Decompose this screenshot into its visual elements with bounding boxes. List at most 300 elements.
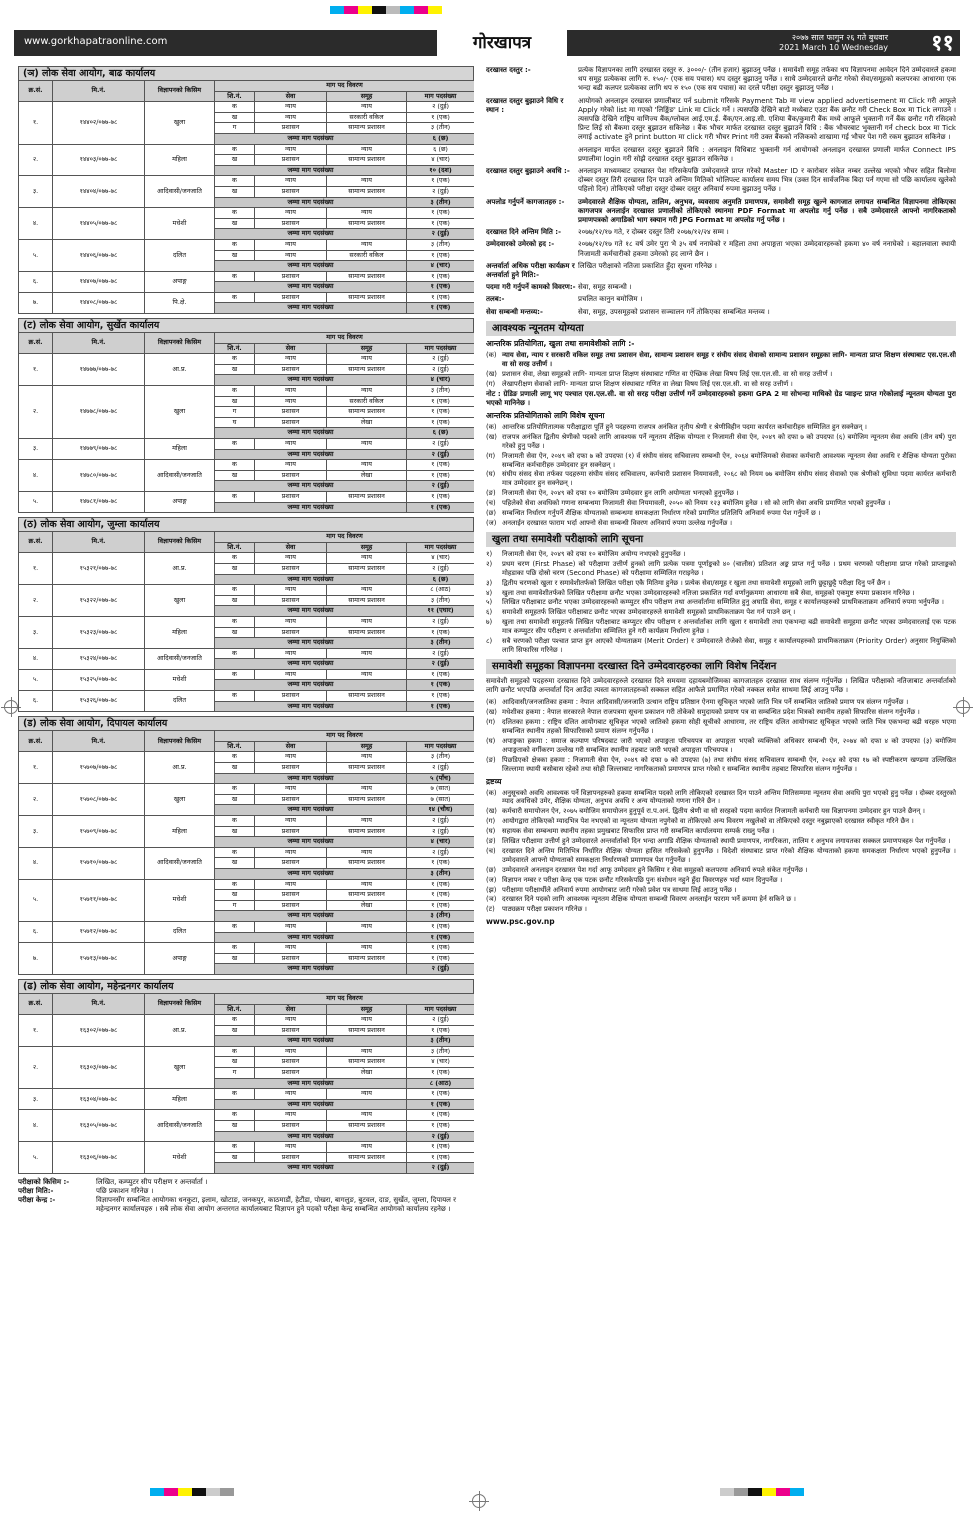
list-marker: (घ) [486, 827, 496, 836]
cell-sub: क [215, 460, 255, 471]
special-instruction-item [486, 737, 956, 755]
cell-group: सामान्य प्रशासन [327, 595, 407, 606]
row-ad-no: १६३०३/०७७-७८ [53, 1046, 145, 1088]
special-instruction-item [486, 718, 956, 736]
vacancy-table [18, 332, 474, 513]
cell-group: सामान्य प्रशासन [327, 858, 407, 869]
cell-service: न्याय [255, 1142, 327, 1153]
cell-count: १ (एक) [407, 1089, 475, 1100]
list-text: अनलाईन दरखास्त फाराम भर्दा आफ्नो सेवा सम्बन्धी विवरण अनिवार्य रुपमा उल्लेख गर्नुपर्नेछ । [502, 518, 733, 527]
cell-sub: ग [215, 123, 255, 134]
pay-period-text: अनलाइन माध्यमबाट दरखास्त पेश गरिसकेपछि उम्मेदवारले प्राप्त गरेको Master ID र कारोबार संकेत नम्बर उल्लेख भएको भौचर सहित बिलोमा दोब्बर दस्तुर तिरी दरखास्त दिन पाउने अन्तिम मितिको भोलिपल्ट कार्यालय समय भित्र (उक्त दिन सार्वजनिक बिदा पर्न गएमा सो पछि कार्यालय खुलेको पहिलो दिन) तोकिएको परीक्षा दस्तुर दोब्बर दस्तुर अनिवार्य रुपमा बुझाउनु पर्नेछ । [578, 167, 956, 194]
cell-group: न्याय [327, 1046, 407, 1057]
upload-docs-block [486, 198, 956, 226]
cell-sub: ख [215, 1057, 255, 1068]
row-ad-no: १४४०५/०७७-७८ [53, 208, 145, 240]
cell-group: न्याय [327, 752, 407, 763]
post-work-text: सेवा, समूह सम्बन्धी । [578, 283, 632, 292]
col-no-header: मि.नं. [53, 532, 145, 553]
cell-count: १ (एक) [407, 1142, 475, 1153]
cell-service: न्याय [255, 250, 327, 261]
row-sn: १. [19, 102, 53, 144]
col-type-header: विज्ञापनको किसिम [145, 731, 215, 752]
cell-sub: क [215, 102, 255, 113]
cell-sub: क [215, 1110, 255, 1121]
cell-group: सामान्य प्रशासन [327, 826, 407, 837]
col-sub-header: शि.नं. [215, 741, 255, 752]
total-value: १० (दश) [407, 165, 475, 176]
total-label: जम्मा माग पदसंख्या [215, 428, 407, 439]
list-marker: (ख) [486, 432, 497, 441]
cell-group: सामान्य प्रशासन [327, 890, 407, 901]
cell-service: न्याय [255, 396, 327, 407]
row-ad-no: १५७०७/०७७-७८ [53, 752, 145, 784]
list-text: दरखास्त दिने अन्तिम मितिभित्र निर्धारित शैक्षिक योग्यता हासिल गरिसकेको हुनुपर्नेछ । विदेशी संस्थाबाट प्राप्त गरेको शैक्षिक योग्यताको हकमा समकक्षता निर्धारण भएको हुनुपर्नेछ । उम्मेदवारले आफ्नो योग्यताको समकक्षता निर्धारणको प्रमाणपत्र पेश गर्नुपर्नेछ । [502, 846, 956, 864]
cell-group: सामान्य प्रशासन [327, 292, 407, 303]
row-type: महिला [145, 144, 215, 176]
right-column [486, 66, 956, 1442]
row-type: खुला [145, 585, 215, 617]
cell-service: न्याय [255, 879, 327, 890]
cell-count: १ (एक) [407, 669, 475, 680]
row-sn: ५. [19, 491, 53, 512]
cell-sub: क [215, 176, 255, 187]
note-item [486, 789, 956, 807]
col-sub-header: शि.नं. [215, 542, 255, 553]
open-notice-item [486, 560, 956, 578]
cell-count: ३ (तीन) [407, 239, 475, 250]
cell-service: प्रशासन [255, 292, 327, 303]
cell-sub: क [215, 691, 255, 702]
row-sn: १. [19, 1015, 53, 1047]
list-marker: (ख) [486, 708, 497, 717]
total-label: जम्मा माग पदसंख्या [215, 481, 407, 492]
qualification-item [486, 351, 956, 369]
cell-group: सामान्य प्रशासन [327, 763, 407, 774]
row-sn: ४. [19, 847, 53, 879]
fee-block [486, 66, 956, 94]
cell-service: न्याय [255, 176, 327, 187]
row-sn: ३. [19, 439, 53, 460]
total-value: ६ (छ) [407, 133, 475, 144]
row-ad-no: १४४०६/०७७-७८ [53, 239, 145, 271]
cell-count: १ (एक) [407, 112, 475, 123]
list-marker: (ट) [486, 905, 495, 914]
cell-sub: क [215, 1015, 255, 1026]
cell-group: न्याय [327, 386, 407, 397]
cell-group: सामान्य प्रशासन [327, 1025, 407, 1036]
row-ad-no: १५७१२/०७७-७८ [53, 921, 145, 942]
row-type: मधेशी [145, 669, 215, 690]
list-text: खुला तथा समावेशीतर्फको लिखित परीक्षामा छनौट भएका उम्मेदवारहरुको नतिजा प्रकाशित गर्दा वर्णानुक्रममा आधारमा सबै सेवा, समूहको एकमुष्ट रुपमा प्रकाशन गरिनेछ । [502, 588, 915, 597]
service-label: सेवा सम्बन्धी मन्तव्य:- [486, 307, 543, 316]
internal-notice-item [486, 433, 956, 451]
row-type: आदिवासी/जनजाति [145, 176, 215, 208]
total-label: जम्मा माग पदसंख्या [215, 502, 407, 513]
exam-type-label: परीक्षाको किसिम :- [18, 1178, 70, 1186]
row-type: आदिवासी/जनजाति [145, 460, 215, 492]
list-marker: (ञ) [486, 895, 497, 904]
total-label: जम्मा माग पदसंख्या [215, 1036, 407, 1047]
row-sn: ४. [19, 460, 53, 492]
open-notice-item [486, 637, 956, 655]
row-sn: ५. [19, 1142, 53, 1174]
pay-period-block [486, 167, 956, 195]
row-ad-no: १४४०७/०७७-७८ [53, 271, 145, 292]
cell-sub: ख [215, 1152, 255, 1163]
list-text: उम्मेदवारले अनलाइन दरखास्त पेश गर्दा आफू उम्मेदवार हुने किसिम र सेवा समूहको कलपरमा अनिवार्य रुपले संकेत गर्नुपर्नेछ । [502, 865, 808, 874]
cell-group: न्याय [327, 879, 407, 890]
cell-group: न्याय [327, 648, 407, 659]
col-details-header: माग पद विवरण [215, 731, 475, 742]
table-row [19, 144, 475, 155]
col-service-header: सेवा [255, 91, 327, 102]
col-details-header: माग पद विवरण [215, 81, 475, 92]
cell-group: लेखा [327, 900, 407, 911]
list-text: दलितका हकमा : राष्ट्रिय दलित आयोगबाट सूचिकृत भएको जातिको हकमा सोही सूचीको आधारमा, तर राष्ट्रिय दलित आयोगबाट सूचिकृत भएको जाति भित्र एकभन्दा बढी थरहरु भएमा सम्बन्धित स्थानीय तहको सिफारिसको प्रमाण संलग्न गर्नुपर्नेछ । [502, 718, 956, 735]
list-text: लेखापरीक्षण सेवाको लागि- मान्यता प्राप्त शिक्षण संस्थाबाट गणित वा लेखा विषय लिई एस.एल.सी. वा सो सरह उत्तीर्ण । [502, 379, 793, 388]
open-competition-heading: आन्तरिक प्रतियोगिता, खुला तथा समावेशीको लागि :- [486, 338, 635, 348]
qualification-item [486, 370, 956, 379]
table-row [19, 102, 475, 113]
section-title: (ढ) लोक सेवा आयोग, महेन्द्रनगर कार्यालय [18, 979, 474, 993]
cell-group: न्याय [327, 784, 407, 795]
note-item [486, 895, 956, 904]
list-text: सम्बन्धित निर्धारण गर्नुपर्ने शैक्षिक योग्यताको सम्बन्धमा समकक्षता निर्धारण गरेको प्रमाणित प्रतिलिपि अनिवार्य रुपमा पेश गर्नुपर्ने छ । [502, 509, 821, 518]
cell-service: न्याय [255, 1110, 327, 1121]
table-row [19, 491, 475, 502]
row-type: अपाङ्ग [145, 491, 215, 512]
table-row [19, 1046, 475, 1057]
table-row [19, 553, 475, 564]
cell-service: न्याय [255, 386, 327, 397]
col-no-header: मि.नं. [53, 993, 145, 1014]
row-ad-no: १५७१३/०७७-७८ [53, 943, 145, 975]
list-marker: ८) [486, 637, 493, 646]
list-marker: (ज) [486, 518, 497, 527]
cell-sub: क [215, 943, 255, 954]
cell-count: २ (दुई) [407, 816, 475, 827]
list-marker: ७) [486, 618, 493, 627]
vacancy-table [18, 531, 474, 712]
cell-service: प्रशासन [255, 186, 327, 197]
cell-count: ४ (चार) [407, 1057, 475, 1068]
cell-sub: क [215, 585, 255, 596]
cell-group: न्याय [327, 921, 407, 932]
total-value: २ (दुई) [407, 964, 475, 975]
cell-count: २ (दुई) [407, 763, 475, 774]
row-ad-no: १४७७८/०७७-७८ [53, 386, 145, 439]
col-details-header: माग पद विवरण [215, 993, 475, 1004]
exam-center-label: परीक्षा केन्द्र :- [18, 1196, 56, 1204]
table-row [19, 816, 475, 827]
cell-service: प्रशासन [255, 858, 327, 869]
total-label: जम्मा माग पदसंख्या [215, 229, 407, 240]
list-marker: (क) [486, 422, 497, 431]
col-sn-header: क्र.सं. [19, 81, 53, 102]
interview-block [486, 262, 956, 280]
cell-count: १ (एक) [407, 1068, 475, 1079]
vacancy-section [18, 318, 474, 513]
cell-sub: ग [215, 1068, 255, 1079]
cell-count: १ (एक) [407, 1025, 475, 1036]
cell-sub: ख [215, 763, 255, 774]
exam-date-label: परीक्षा मिति:- [18, 1187, 54, 1195]
cell-count: १ (एक) [407, 943, 475, 954]
cell-service: न्याय [255, 102, 327, 113]
table-row [19, 439, 475, 450]
cell-group: सामान्य प्रशासन [327, 218, 407, 229]
col-service-header: सेवा [255, 741, 327, 752]
cell-count: १ (एक) [407, 1152, 475, 1163]
total-label: जम्मा माग पदसंख्या [215, 868, 407, 879]
online-pay-spacer [486, 146, 578, 164]
row-ad-no: १४७७९/०७७-७८ [53, 439, 145, 460]
total-label: जम्मा माग पदसंख्या [215, 680, 407, 691]
cell-group: लेखा [327, 417, 407, 428]
pay-period-label: दरखास्त दस्तुर बुझाउने अवधि :- [486, 167, 570, 176]
row-ad-no: १६३०२/०७७-७८ [53, 1015, 145, 1047]
cell-sub: ख [215, 396, 255, 407]
registration-mark-icon [472, 1494, 486, 1508]
cell-group: न्याय [327, 208, 407, 219]
cell-service: प्रशासन [255, 627, 327, 638]
cell-count: ३ (तीन) [407, 386, 475, 397]
list-marker: ४) [486, 588, 493, 597]
notes-list [486, 789, 956, 915]
list-text: निजामती सेवा ऐन, २०४९ को दफा १० बमोजिम अयोग्य नभएको हुनुपर्नेछ । [502, 549, 686, 558]
date-english: 2021 March 10 Wednesday [779, 43, 888, 52]
total-label: जम्मा माग पदसंख्या [215, 773, 407, 784]
table-row [19, 943, 475, 954]
list-marker: (क) [486, 698, 497, 707]
row-ad-no: १५७०८/०७७-७८ [53, 784, 145, 816]
masthead [14, 30, 960, 56]
cell-service: प्रशासन [255, 155, 327, 166]
total-label: जम्मा माग पदसंख्या [215, 449, 407, 460]
internal-notice-item [486, 423, 956, 432]
cell-group: सामान्य प्रशासन [327, 1121, 407, 1132]
cell-sub: ख [215, 1025, 255, 1036]
qualification-item [486, 380, 956, 389]
notes-heading: द्रष्टव्य [486, 776, 502, 786]
cell-service: न्याय [255, 943, 327, 954]
list-marker: २) [486, 559, 493, 568]
col-sn-header: क्र.सं. [19, 993, 53, 1014]
row-sn: १. [19, 354, 53, 386]
section-title: (ट) लोक सेवा आयोग, सुर्खेत कार्यालय [18, 318, 474, 332]
cell-count: १ (एक) [407, 491, 475, 502]
internal-notice-item [486, 470, 956, 488]
row-type: महिला [145, 439, 215, 460]
vacancy-section [18, 66, 474, 314]
pay-method-label: दरखास्त दस्तुर बुझाउने विधि र स्थान : [486, 96, 564, 114]
cell-service: न्याय [255, 239, 327, 250]
col-details-header: माग पद विवरण [215, 532, 475, 543]
psc-url-link[interactable]: www.psc.gov.np [486, 917, 555, 927]
list-text: कर्मचारी समायोजन ऐन, २०७५ बमोजिम समायोजन हुनुपूर्व रा.प.अनं. द्वितीय श्रेणी वा सो सरहको पदमा कार्यरत निजामती कर्मचारी यस विज्ञापनमा उम्मेदवार हुन पाउने छैनन् । [502, 807, 925, 816]
table-row [19, 921, 475, 932]
row-sn: ६. [19, 271, 53, 292]
cell-count: २ (दुई) [407, 439, 475, 450]
list-text: पहिलेको सेवा अवधिको गणना सम्बन्धमा निजामती सेवा नियमावली, २०५० को नियम १२३ बमोजिम हुनेछ । सो को लागि सेवा अवधि प्रमाणित भएको हुनुपर्नेछ । [502, 499, 891, 508]
row-sn: १. [19, 553, 53, 585]
row-ad-no: १६३०६/०७७-७८ [53, 1142, 145, 1174]
exam-date-value: पछि प्रकाशन गरिनेछ । [96, 1187, 154, 1195]
cell-sub: क [215, 1142, 255, 1153]
row-type: महिला [145, 1089, 215, 1110]
cell-count: २ (दुई) [407, 847, 475, 858]
col-sn-header: क्र.सं. [19, 333, 53, 354]
total-label: जम्मा माग पदसंख्या [215, 911, 407, 922]
cell-group: न्याय [327, 1142, 407, 1153]
table-row [19, 585, 475, 596]
registration-mark-icon [4, 700, 18, 714]
vacancy-section [18, 979, 474, 1174]
row-type: आदिवासी/जनजाति [145, 648, 215, 669]
col-group-header: समूह [327, 741, 407, 752]
cell-service: प्रशासन [255, 826, 327, 837]
interview-text: लिखित परीक्षाको नतिजा प्रकाशित हुँदा सूचना गरिनेछ । [578, 261, 717, 270]
cell-group: सामान्य प्रशासन [327, 186, 407, 197]
special-instruction-heading: समावेशी समूहका विज्ञापनमा दरखास्त दिने उम्मेदवारहरुका लागि विशेष निर्देशन [486, 659, 956, 674]
special-instruction-item [486, 756, 956, 774]
deadline-text: २०७७/१२/१७ गते, र दोब्बर दस्तुर तिरी २०७७/१२/२४ सम्म । [578, 228, 729, 237]
cell-group: सामान्य प्रशासन [327, 691, 407, 702]
cell-service: न्याय [255, 112, 327, 123]
upload-docs-label: अपलोड गर्नुपर्ने कागजातहरु :- [486, 197, 565, 206]
exam-center-value: विज्ञापनसँग सम्बन्धित आयोगका धनकुटा, इलाम, खोटाङ, जनकपुर, काठमाडौं, हेटौंडा, पोखरा, बागलुङ, बुटवल, दाङ, सुर्खेत, जुम्ला, दिपायल र महेन्द्रनगर कार्यालयहरु । सबै लोक सेवा आयोग अन्तरगत कार्यालयबाट विज्ञापन हुने पदको परीक्षा केन्द्र सम्बन्धित आयोगको कार्यालय रहनेछ । [96, 1196, 456, 1213]
row-ad-no: १६३०४/०७७-७८ [53, 1089, 145, 1110]
table-row [19, 386, 475, 397]
row-sn: १. [19, 752, 53, 784]
cell-group: न्याय [327, 460, 407, 471]
section-title: (ञ) लोक सेवा आयोग, बाढ कार्यालय [18, 66, 474, 80]
cell-sub: क [215, 921, 255, 932]
total-value: १ (एक) [407, 680, 475, 691]
cell-service: न्याय [255, 1046, 327, 1057]
note-item [486, 866, 956, 875]
row-sn: ५. [19, 239, 53, 271]
total-value: ८ (आठ) [407, 1078, 475, 1089]
internal-notice-heading: आन्तरिक प्रतियोगिताको लागि विशेष सूचना [486, 410, 605, 420]
table-row [19, 460, 475, 471]
list-marker: (झ) [486, 885, 497, 894]
cell-sub: क [215, 144, 255, 155]
note-item [486, 886, 956, 895]
total-label: जम्मा माग पदसंख्या [215, 303, 407, 314]
cell-count: १ (एक) [407, 460, 475, 471]
row-ad-no: १५३२१/०७७-७८ [53, 553, 145, 585]
list-marker: (च) [486, 846, 496, 855]
row-type: आ.प्र. [145, 354, 215, 386]
cell-group: न्याय [327, 585, 407, 596]
cell-count: १ (एक) [407, 292, 475, 303]
cell-count: १ (एक) [407, 1121, 475, 1132]
total-label: जम्मा माग पदसंख्या [215, 659, 407, 670]
cell-sub: ख [215, 364, 255, 375]
cell-service: न्याय [255, 752, 327, 763]
list-text: निजामती सेवा ऐन, २०४९ को दफा १० बमोजिम उम्मेदवार हुन लागि अयोग्यता भनएको हुनुपर्नेछ । [502, 489, 739, 498]
table-row [19, 1089, 475, 1100]
service-text: सेवा, समूह, उपसमूहको प्रशासन सञ्चालन गर्ने तोकिएका सम्बन्धित मन्तव्य । [578, 307, 770, 316]
list-text: अपाङ्गका हकमा : समाज कल्याण परिषदबाट जारी भएको अपाङ्गता परिचयपत्र वा अपाङ्गता भएको व्यक्तिको अधिकार सम्बन्धी ऐन, २०७४ को दफा ४ को उपदफा (३) बमोजिम अपाङ्गताको वर्गीकरण उल्लेख गरी सम्बन्धित स्थानीय तहबाट जारी भएको अपाङ्गता परिचयपत्र । [502, 736, 956, 754]
total-label: जम्मा माग पदसंख्या [215, 932, 407, 943]
cell-service: प्रशासन [255, 1025, 327, 1036]
cell-service: न्याय [255, 921, 327, 932]
vacancy-table [18, 730, 474, 975]
total-value: ३ (तीन) [407, 638, 475, 649]
deadline-label: दरखास्त दिने अन्तिम मिति :- [486, 228, 561, 237]
cell-count: ३ (तीन) [407, 123, 475, 134]
cell-service: प्रशासन [255, 218, 327, 229]
total-value: ४ (चार) [407, 837, 475, 848]
note-item [486, 827, 956, 836]
site-url[interactable]: www.gorkhapatraonline.com [24, 36, 168, 47]
total-value: १ (एक) [407, 282, 475, 293]
col-sub-header: शि.नं. [215, 343, 255, 354]
cell-group: न्याय [327, 943, 407, 954]
table-row [19, 879, 475, 890]
total-label: जम्मा माग पदसंख्या [215, 1078, 407, 1089]
list-marker: (ङ) [486, 837, 496, 846]
cell-count: १ (एक) [407, 858, 475, 869]
section-title: (ठ) लोक सेवा आयोग, जुम्ला कार्यालय [18, 517, 474, 531]
row-sn: २. [19, 144, 53, 176]
row-ad-no: १५७११/०७७-७८ [53, 879, 145, 921]
cell-sub: ख [215, 595, 255, 606]
row-ad-no: १४७७७/०७७-७८ [53, 354, 145, 386]
total-label: जम्मा माग पदसंख्या [215, 165, 407, 176]
row-type: महिला [145, 816, 215, 848]
row-ad-no: १६३०५/०७७-७८ [53, 1110, 145, 1142]
qualification-list [486, 351, 956, 389]
table-row [19, 208, 475, 219]
cell-service: न्याय [255, 847, 327, 858]
cell-count: २ (दुई) [407, 648, 475, 659]
cell-sub: क [215, 271, 255, 282]
cell-count: २ (दुई) [407, 102, 475, 113]
cell-group: न्याय [327, 354, 407, 365]
total-label: जम्मा माग पदसंख्या [215, 261, 407, 272]
cell-service: न्याय [255, 784, 327, 795]
row-ad-no: १५७०९/०७७-७८ [53, 816, 145, 848]
cell-count: २ (दुई) [407, 364, 475, 375]
col-group-header: समूह [327, 542, 407, 553]
total-value: २ (दुई) [407, 449, 475, 460]
cell-group: सामान्य प्रशासन [327, 627, 407, 638]
vacancy-sections [18, 66, 474, 1174]
post-work-label: पदमा गरी गर्नुपर्ने कामको विवरण:- [486, 283, 576, 292]
row-type: दलित [145, 239, 215, 271]
list-text: पाठ्यक्रम परीक्षा प्रकाशन गरिनेछ । [502, 905, 587, 914]
note-item [486, 807, 956, 816]
row-type: अपाङ्ग [145, 943, 215, 975]
cell-group: सामान्य प्रशासन [327, 563, 407, 574]
cell-count: १ (एक) [407, 691, 475, 702]
total-label: जम्मा माग पदसंख्या [215, 1099, 407, 1110]
total-value: ३ (तीन) [407, 911, 475, 922]
age-label: उम्मेदवारको उमेरको हद :- [486, 240, 555, 249]
cell-service: प्रशासन [255, 595, 327, 606]
cell-group: सरकारी वकिल [327, 396, 407, 407]
cell-sub: क [215, 648, 255, 659]
row-type: आदिवासी/जनजाति [145, 847, 215, 879]
cell-group: न्याय [327, 1015, 407, 1026]
cell-sub: ख [215, 112, 255, 123]
newspaper-name: गोरखापत्र [437, 30, 567, 56]
row-sn: ४. [19, 1110, 53, 1142]
